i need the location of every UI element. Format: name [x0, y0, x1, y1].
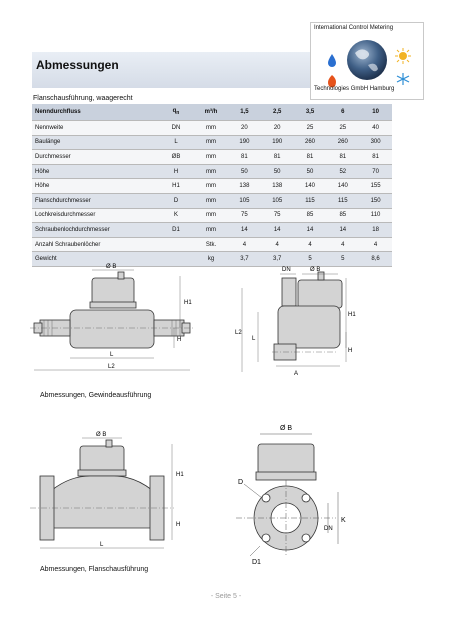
row-unit: kg: [194, 252, 228, 267]
row-value: 260: [326, 135, 359, 150]
logo-text-top: International Control Metering: [314, 25, 394, 31]
dim-label-dn: DN: [282, 267, 291, 273]
row-unit: mm: [194, 179, 228, 194]
dim-label-h: H: [177, 337, 182, 343]
table-row: [32, 237, 392, 252]
row-value: 3,7: [261, 252, 294, 267]
row-value: 20: [228, 121, 261, 136]
row-value: 260: [294, 135, 327, 150]
row-value: 140: [294, 179, 327, 194]
dim-label-h1: H1: [184, 300, 192, 306]
row-value: 3,7: [228, 252, 261, 267]
row-value: 81: [294, 150, 327, 165]
row-value: 190: [261, 135, 294, 150]
row-label: Schraubenlochdurchmesser: [32, 223, 158, 238]
dim-label-b: Ø B: [310, 267, 321, 273]
row-label: Anzahl Schraubenlöcher: [32, 237, 158, 252]
row-label: Durchmesser: [32, 150, 158, 165]
row-value: 150: [359, 193, 392, 208]
header-unit: m³/h: [194, 104, 228, 121]
dim-label-h: H: [348, 348, 353, 354]
row-symbol: DN: [158, 121, 194, 136]
row-symbol: H: [158, 164, 194, 179]
header-value: 6: [326, 104, 359, 121]
row-value: 4: [261, 237, 294, 252]
dim-label-h1: H1: [348, 312, 356, 318]
row-value: 138: [261, 179, 294, 194]
row-unit: mm: [194, 208, 228, 223]
header-value: 3,5: [294, 104, 327, 121]
dim-label-dn: DN: [324, 526, 333, 532]
table-header-row: [32, 104, 392, 121]
row-value: 50: [228, 164, 261, 179]
row-label: Lochkreisdurchmesser: [32, 208, 158, 223]
row-value: 4: [228, 237, 261, 252]
caption-flanged: Abmessungen, Flanschausführung: [40, 566, 149, 573]
row-value: 75: [261, 208, 294, 223]
row-value: 85: [294, 208, 327, 223]
threaded-meter-vertical-drawing: [232, 262, 362, 382]
header-label: Nenndurchfluss: [32, 104, 158, 121]
header-value: 1,5: [228, 104, 261, 121]
page-number: - Seite 5 -: [210, 593, 242, 600]
row-unit: Stk.: [194, 237, 228, 252]
row-symbol: D: [158, 193, 194, 208]
dim-label-d: D: [238, 479, 244, 486]
row-value: 300: [359, 135, 392, 150]
dim-label-l2: L2: [235, 330, 242, 336]
water-drop-icon: [328, 54, 336, 67]
snowflake-icon: [397, 73, 409, 85]
table-row: [32, 223, 392, 238]
dim-label-a: A: [294, 371, 299, 377]
row-value: 155: [359, 179, 392, 194]
row-value: 50: [294, 164, 327, 179]
table-row: [32, 150, 392, 165]
dim-label-b: Ø B: [106, 264, 117, 270]
row-value: 14: [294, 223, 327, 238]
row-label: Baulänge: [32, 135, 158, 150]
sun-icon: [395, 48, 411, 64]
table-row: [32, 179, 392, 194]
header-value: 10: [359, 104, 392, 121]
row-value: 140: [326, 179, 359, 194]
row-label: Nennweite: [32, 121, 158, 136]
row-value: 4: [294, 237, 327, 252]
dim-label-l2: L2: [108, 364, 115, 370]
caption-threaded: Abmessungen, Gewindeausführung: [40, 392, 152, 399]
flanged-meter-front-drawing: [232, 418, 362, 568]
row-symbol: D1: [158, 223, 194, 238]
row-symbol: [158, 237, 194, 252]
row-value: 81: [326, 150, 359, 165]
row-value: 5: [326, 252, 359, 267]
row-unit: mm: [194, 135, 228, 150]
row-value: 20: [261, 121, 294, 136]
row-label: Höhe: [32, 164, 158, 179]
dim-label-h: H: [176, 522, 181, 528]
row-value: 85: [326, 208, 359, 223]
row-label: Flanschdurchmesser: [32, 193, 158, 208]
row-unit: mm: [194, 223, 228, 238]
row-value: 52: [326, 164, 359, 179]
row-value: 138: [228, 179, 261, 194]
header-symbol: [158, 104, 194, 121]
dim-label-l: L: [110, 352, 114, 358]
table-row: [32, 121, 392, 136]
dim-label-l: L: [252, 336, 256, 342]
row-value: 81: [228, 150, 261, 165]
table-row: [32, 164, 392, 179]
dim-label-h1: H1: [176, 472, 184, 478]
row-value: 115: [294, 193, 327, 208]
row-unit: mm: [194, 121, 228, 136]
row-unit: mm: [194, 150, 228, 165]
logo-text-bottom: Technologies GmbH Hamburg: [314, 86, 395, 92]
row-label: Höhe: [32, 179, 158, 194]
row-value: 4: [359, 237, 392, 252]
row-value: 14: [261, 223, 294, 238]
row-value: 25: [326, 121, 359, 136]
row-symbol: ØB: [158, 150, 194, 165]
table-row: [32, 135, 392, 150]
row-value: 115: [326, 193, 359, 208]
threaded-meter-horizontal-drawing: [30, 262, 200, 382]
row-value: 4: [326, 237, 359, 252]
row-value: 190: [228, 135, 261, 150]
table-row: [32, 208, 392, 223]
header-value: 2,5: [261, 104, 294, 121]
row-value: 40: [359, 121, 392, 136]
dim-label-b: Ø B: [96, 432, 107, 438]
dim-label-l: L: [100, 542, 104, 548]
row-value: 105: [228, 193, 261, 208]
row-value: 18: [359, 223, 392, 238]
dim-label-b: Ø B: [280, 425, 293, 432]
header-symbol-text: q: [172, 107, 177, 114]
row-value: 14: [326, 223, 359, 238]
row-value: 25: [294, 121, 327, 136]
row-value: 50: [261, 164, 294, 179]
row-value: 8,6: [359, 252, 392, 267]
dimensions-table: [32, 104, 392, 267]
row-symbol: L: [158, 135, 194, 150]
table-row: [32, 193, 392, 208]
row-value: 5: [294, 252, 327, 267]
dim-label-d1: D1: [252, 559, 261, 566]
row-value: 81: [359, 150, 392, 165]
table-caption: Flanschausführung, waagerecht: [33, 95, 133, 102]
row-value: 105: [261, 193, 294, 208]
row-value: 14: [228, 223, 261, 238]
row-value: 110: [359, 208, 392, 223]
row-symbol: H1: [158, 179, 194, 194]
page-title: Abmessungen: [36, 58, 119, 72]
row-symbol: K: [158, 208, 194, 223]
row-value: 81: [261, 150, 294, 165]
header-symbol-sub: n: [176, 110, 180, 117]
row-label: Gewicht: [32, 252, 158, 267]
dim-label-k: K: [341, 517, 346, 524]
row-unit: mm: [194, 193, 228, 208]
row-value: 70: [359, 164, 392, 179]
row-unit: mm: [194, 164, 228, 179]
flanged-meter-side-drawing: [30, 430, 190, 560]
row-value: 75: [228, 208, 261, 223]
